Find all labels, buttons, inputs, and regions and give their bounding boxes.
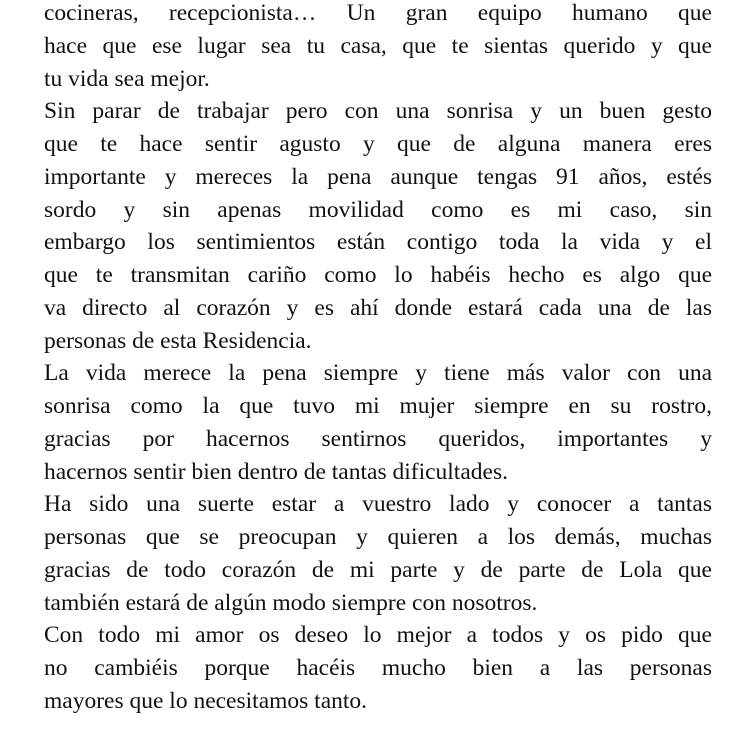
paragraph-2 xyxy=(44,95,712,357)
text-line: Con todo mi amor os deseo lo mejor a todos y os pido que xyxy=(44,622,712,649)
text-line: cocineras, recepcionista… Un gran equipo humano que xyxy=(44,0,712,26)
text-line: que te transmitan cariño como lo habéis hecho es algo que xyxy=(44,262,712,288)
text-line: Sin parar de trabajar pero con una sonrisa y un buen gesto xyxy=(44,98,712,125)
text-line: gracias de todo corazón de mi parte y de parte de Lola que xyxy=(44,556,712,583)
text-line: hace que ese lugar sea tu casa, que te sientas querido y que xyxy=(44,32,712,59)
text-line: tu vida sea mejor. xyxy=(44,65,210,92)
text-line: importante y mereces la pena aunque tengas 91 años, estés xyxy=(44,163,712,190)
paragraph-4 xyxy=(44,488,712,619)
text-line: que te hace sentir agusto y que de alguna manera eres xyxy=(44,131,712,157)
paragraph-3 xyxy=(44,357,712,488)
text-line: personas que se preocupan y quieren a los demás, muchas xyxy=(44,524,712,550)
text-line: embargo los sentimientos están contigo toda la vida y el xyxy=(44,229,712,256)
paragraph-5 xyxy=(44,619,712,717)
text-line: también estará de algún modo siempre con nosotros. xyxy=(44,589,538,616)
text-line: sordo y sin apenas movilidad como es mi caso, sin xyxy=(44,196,712,223)
text-line: va directo al corazón y es ahí donde estará cada una de las xyxy=(44,294,712,321)
text-line: La vida merece la pena siempre y tiene más valor con una xyxy=(44,360,712,387)
text-line: gracias por hacernos sentirnos queridos, importantes y xyxy=(44,425,712,452)
text-line: Ha sido una suerte estar a vuestro lado y conocer a tantas xyxy=(44,491,712,518)
text-line: mayores que lo necesitamos tanto. xyxy=(44,687,368,714)
paragraph-1 xyxy=(44,0,712,95)
letter-body xyxy=(44,0,712,718)
text-line: no cambiéis porque hacéis mucho bien a las personas xyxy=(44,655,712,681)
text-line: sonrisa como la que tuvo mi mujer siempre en su rostro, xyxy=(44,393,712,419)
text-line: personas de esta Residencia. xyxy=(44,327,312,354)
text-line: hacernos sentir bien dentro de tantas dificultades. xyxy=(44,458,508,485)
